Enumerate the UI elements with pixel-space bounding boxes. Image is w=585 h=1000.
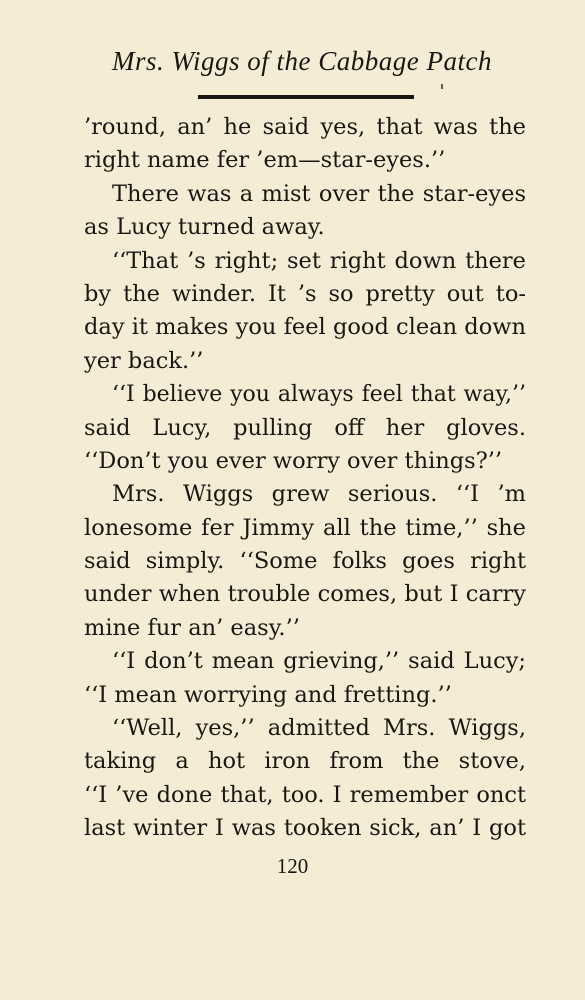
print-speck <box>441 84 443 89</box>
text-line: last winter I was tooken sick, an’ I got <box>84 815 526 842</box>
text-line: said simply. ‘‘Some folks goes right <box>84 548 526 575</box>
text-line: ‘‘That ’s right; set right down there <box>112 247 526 274</box>
text-line: mine fur an’ easy.’’ <box>84 614 300 641</box>
text-line: Mrs. Wiggs grew serious. ‘‘I ’m <box>112 481 526 508</box>
text-line: right name fer ’em—star-eyes.’’ <box>84 147 446 174</box>
text-line: ’round, an’ he said yes, that was the <box>84 114 526 140</box>
text-line: ‘‘I don’t mean grieving,’’ said Lucy; <box>112 648 526 675</box>
text-line: said Lucy, pulling off her gloves. <box>84 414 526 441</box>
body-text <box>84 111 526 846</box>
text-line: as Lucy turned away. <box>84 214 325 241</box>
text-line: ‘‘I believe you always feel that way,’’ <box>112 382 526 408</box>
text-line: taking a hot iron from the stove, <box>84 748 526 775</box>
running-head: Mrs. Wiggs of the Cabbage Patch <box>112 46 492 76</box>
text-line: by the winder. It ’s so pretty out to- <box>84 280 526 307</box>
text-line: under when trouble comes, but I carry <box>84 581 526 608</box>
text-line: ‘‘I mean worrying and fretting.’’ <box>84 681 452 708</box>
text-line: day it makes you feel good clean down <box>84 314 526 341</box>
text-line: ‘‘Well, yes,’’ admitted Mrs. Wiggs, <box>112 715 526 742</box>
text-line: There was a mist over the star-eyes <box>112 180 526 207</box>
header-rule <box>198 95 414 99</box>
text-line: ‘‘Don’t you ever worry over things?’’ <box>84 447 503 474</box>
text-line: lonesome fer Jimmy all the time,’’ she <box>84 514 526 541</box>
text-line: yer back.’’ <box>84 347 204 374</box>
page-number: 120 <box>276 854 309 878</box>
text-line: ‘‘I ’ve done that, too. I remember onct <box>84 781 526 808</box>
